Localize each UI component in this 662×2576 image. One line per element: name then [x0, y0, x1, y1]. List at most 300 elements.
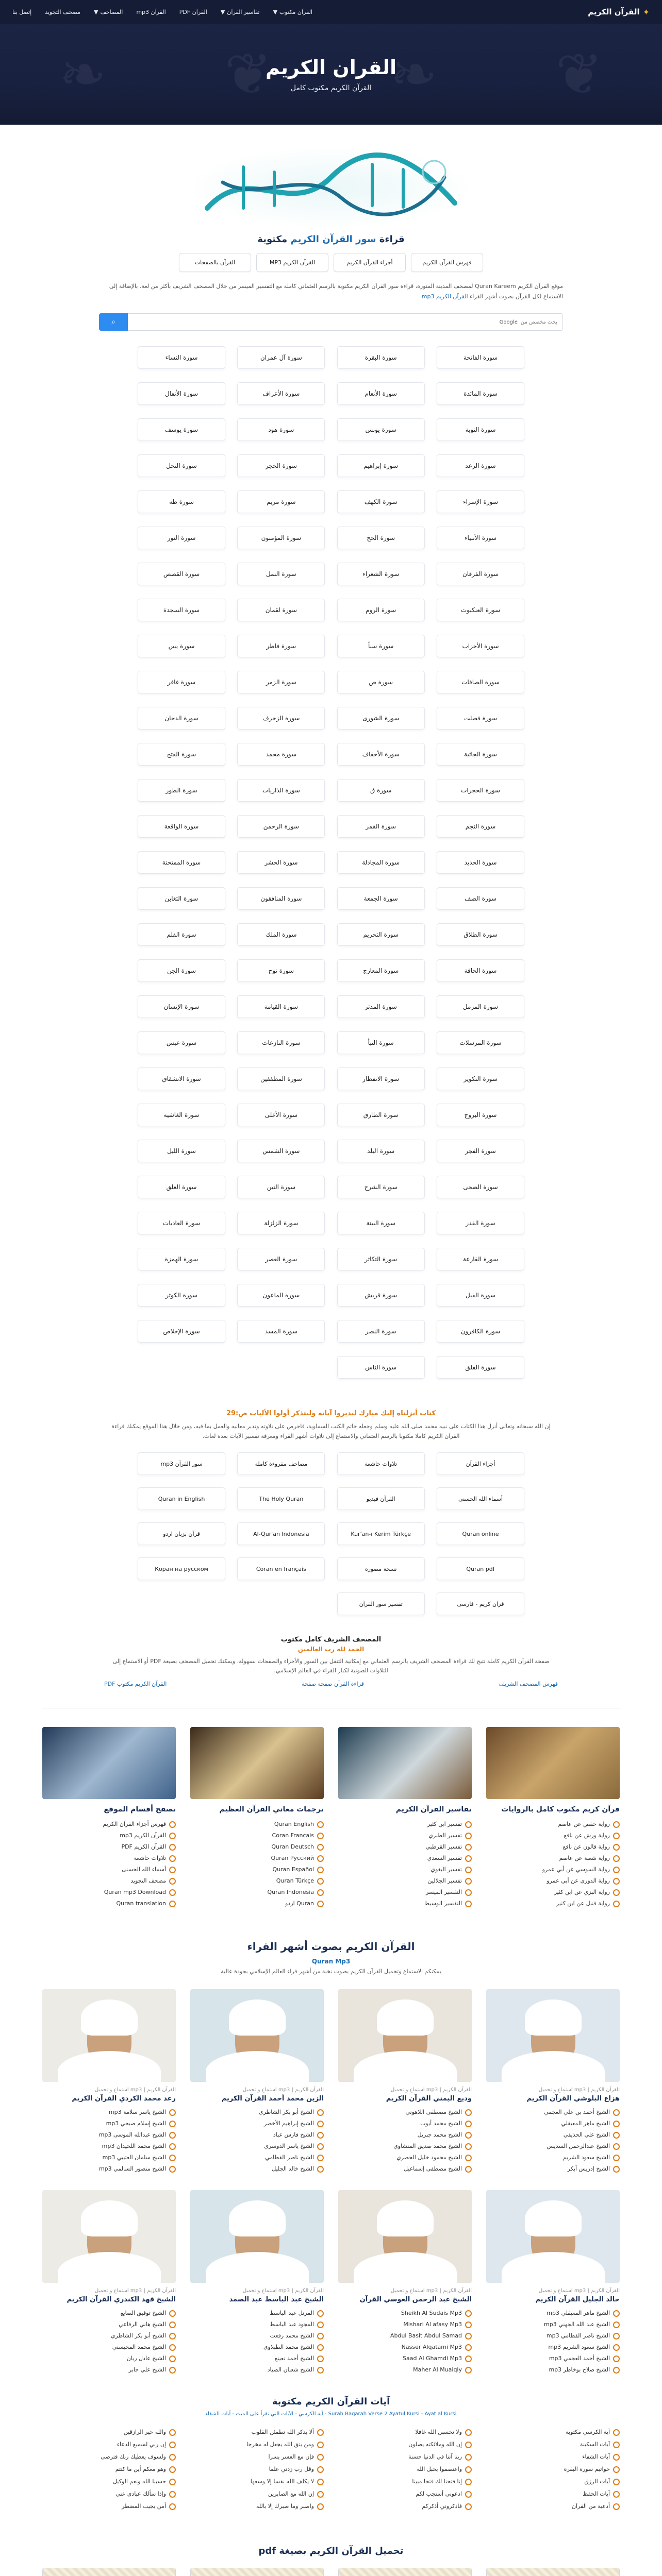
verse-link[interactable]: آيات السكينة [486, 2438, 620, 2451]
surah-link[interactable]: سورة هود [237, 418, 325, 441]
reciter-photo[interactable] [338, 1989, 472, 2082]
verse-link[interactable]: ألا بذكر الله تطمئن القلوب [190, 2426, 324, 2438]
surah-link[interactable]: سورة القلم [138, 923, 225, 946]
verse-link[interactable]: حسبنا الله ونعم الوكيل [42, 2476, 176, 2488]
category-link[interactable]: Quran Türkçe [190, 1875, 324, 1887]
nav-item[interactable] [273, 9, 312, 15]
category-link[interactable]: تفسير القرطبي [338, 1841, 472, 1853]
reciter-link[interactable]: الشيخ ناصر القطامي mp3 [486, 2330, 620, 2342]
verse-link[interactable]: وهو معكم أين ما كنتم [42, 2463, 176, 2476]
extra-link[interactable]: تلاوات خاشعة [337, 1452, 425, 1475]
surah-link[interactable]: سورة الصافات [437, 671, 524, 693]
category-link[interactable]: رواية السوسي عن أبي عمرو [486, 1864, 620, 1875]
pdf-cover[interactable] [486, 2568, 620, 2576]
surah-link[interactable]: سورة الشرح [337, 1176, 425, 1198]
surah-link[interactable]: سورة القمر [337, 815, 425, 838]
surah-link[interactable]: سورة الطارق [337, 1104, 425, 1126]
verse-link[interactable]: إن ربي لسميع الدعاء [42, 2438, 176, 2451]
surah-link[interactable]: سورة الفلق [437, 1356, 524, 1379]
surah-link[interactable]: سورة المسد [237, 1320, 325, 1343]
surah-link[interactable]: سورة السجدة [138, 599, 225, 621]
surah-link[interactable]: سورة آل عمران [237, 346, 325, 369]
reciter-photo[interactable] [486, 1989, 620, 2082]
verse-link[interactable]: آيات الرزق [486, 2476, 620, 2488]
reciter-link[interactable]: المجود عبد الباسط [190, 2319, 324, 2330]
reciter-name[interactable]: رعد محمد الكردي القرآن الكريم [72, 2095, 176, 2103]
surah-link[interactable]: سورة النساء [138, 346, 225, 369]
category-image[interactable] [486, 1727, 620, 1799]
extra-link[interactable]: Kur'an-ı Kerim Türkçe [337, 1522, 425, 1545]
nav-item[interactable] [94, 9, 123, 15]
surah-link[interactable]: سورة النجم [437, 815, 524, 838]
reciter-photo[interactable] [190, 2190, 324, 2283]
category-link[interactable]: Coran Français [190, 1830, 324, 1841]
site-brand[interactable] [588, 7, 650, 17]
reciter-link[interactable]: الشيخ محمد صديق المنشاوي [338, 2141, 472, 2152]
surah-link[interactable]: سورة الطور [138, 779, 225, 802]
pdf-cover[interactable] [338, 2568, 472, 2576]
reciter-photo[interactable] [42, 2190, 176, 2283]
surah-link[interactable]: سورة الكوثر [138, 1284, 225, 1307]
extra-link[interactable]: Quran pdf [437, 1557, 524, 1580]
surah-link[interactable]: سورة الهمزة [138, 1248, 225, 1270]
surah-link[interactable]: سورة الضحى [437, 1176, 524, 1198]
verse-link[interactable]: والله خير الرازقين [42, 2426, 176, 2438]
surah-link[interactable]: سورة العاديات [138, 1212, 225, 1234]
category-link[interactable]: تلاوات خاشعة [42, 1853, 176, 1864]
surah-link[interactable]: سورة المرسلات [437, 1031, 524, 1054]
category-link[interactable]: تفسير الجلالين [338, 1875, 472, 1887]
category-link[interactable]: رواية قالون عن نافع [486, 1841, 620, 1853]
verse-link[interactable]: خواتيم سورة البقرة [486, 2463, 620, 2476]
surah-link[interactable]: سورة الصف [437, 887, 524, 910]
surah-link[interactable]: سورة العصر [237, 1248, 325, 1270]
surah-link[interactable]: سورة الفرقان [437, 563, 524, 585]
verse-link[interactable]: ولا تحسبن الله غافلا [338, 2426, 472, 2438]
reciter-link[interactable]: الشيخ سلمان العتيبي mp3 [42, 2152, 176, 2163]
reciter-name[interactable]: الشيخ عبد الرحمن العوسي القرآن [359, 2296, 472, 2303]
surah-link[interactable]: سورة يس [138, 635, 225, 657]
pdf-cover[interactable] [42, 2568, 176, 2576]
surah-link[interactable]: سورة البينة [337, 1212, 425, 1234]
surah-link[interactable]: سورة الجن [138, 959, 225, 982]
extra-link[interactable]: مصاحف مقروءة كاملة [237, 1452, 325, 1475]
surah-link[interactable]: سورة التغابن [138, 887, 225, 910]
reciter-link[interactable]: الشيخ علي جابر [42, 2364, 176, 2376]
category-link[interactable]: رواية الدوري عن أبي عمرو [486, 1875, 620, 1887]
category-link[interactable]: رواية شعبة عن عاصم [486, 1853, 620, 1864]
surah-link[interactable]: سورة التكوير [437, 1067, 524, 1090]
surah-link[interactable]: سورة الرعد [437, 454, 524, 477]
mushaf-link[interactable]: القرآن الكريم مكتوب PDF [104, 1681, 167, 1687]
surah-link[interactable]: سورة الحج [337, 527, 425, 549]
extra-link[interactable]: القرآن فيديو [337, 1487, 425, 1510]
surah-link[interactable]: سورة التوبة [437, 418, 524, 441]
reciter-name[interactable]: الشيخ فهد الكندري القرآن الكريم [67, 2296, 176, 2303]
nav-item[interactable] [179, 9, 207, 15]
reading-button[interactable]: أجزاء القرآن الكريم [334, 253, 406, 272]
surah-link[interactable]: سورة الروم [337, 599, 425, 621]
reciter-name[interactable]: الزين محمد أحمد القرآن الكريم [221, 2095, 324, 2103]
surah-link[interactable]: سورة البروج [437, 1104, 524, 1126]
surah-link[interactable]: سورة الكافرون [437, 1320, 524, 1343]
surah-link[interactable]: سورة الحاقة [437, 959, 524, 982]
reciter-link[interactable]: الشيخ أحمد نعينع [190, 2353, 324, 2364]
reciter-link[interactable]: Sheikh Al Sudais Mp3 [338, 2308, 472, 2319]
extra-link[interactable]: Coran en français [237, 1557, 325, 1580]
reciter-card [338, 2190, 472, 2376]
reading-button[interactable]: القرآن بالصفحات [179, 253, 251, 272]
extra-link[interactable]: Коран на русском [138, 1557, 225, 1580]
surah-link[interactable]: سورة يونس [337, 418, 425, 441]
reciter-link[interactable]: الشيخ أحمد العجمي mp3 [486, 2353, 620, 2364]
reciter-name[interactable]: هزاع البلوشي القرآن الكريم [526, 2095, 620, 2103]
surah-link[interactable]: سورة محمد [237, 743, 325, 766]
reciter-link[interactable]: الشيخ شعبان الصياد [190, 2364, 324, 2376]
reciter-link[interactable]: الشيخ إدريس أبكر [486, 2163, 620, 2175]
mushaf-block [104, 1636, 558, 1675]
reciter-link[interactable]: الشيخ مصطفى اللاهوني [338, 2107, 472, 2118]
nav-item[interactable] [12, 9, 31, 15]
extra-link[interactable]: Quran in English [138, 1487, 225, 1510]
verse-link[interactable]: وقل رب زدني علما [190, 2463, 324, 2476]
surah-link[interactable]: سورة ق [337, 779, 425, 802]
surah-link[interactable]: سورة القيامة [237, 995, 325, 1018]
surah-link[interactable]: سورة الجمعة [337, 887, 425, 910]
surah-link[interactable]: سورة الممتحنة [138, 851, 225, 874]
intro-link[interactable]: القرآن الكريم mp3 [421, 293, 468, 300]
reciter-link[interactable]: الشيخ توفيق الصايغ [42, 2308, 176, 2319]
verse-link[interactable]: إن الله مع الصابرين [190, 2488, 324, 2500]
surah-link[interactable]: سورة الليل [138, 1140, 225, 1162]
extra-link[interactable]: نسخة مصورة [337, 1557, 425, 1580]
surah-link[interactable]: سورة نوح [237, 959, 325, 982]
reciter-name[interactable]: وديع اليمني القرآن الكريم [386, 2095, 472, 2103]
surah-link[interactable]: سورة القدر [437, 1212, 524, 1234]
surah-link[interactable]: سورة فاطر [237, 635, 325, 657]
reciter-link[interactable]: Maher Al Muaiqly [338, 2364, 472, 2376]
reciter-link[interactable]: الشيخ عادل ريان [42, 2353, 176, 2364]
reciter-meta: القرآن الكريم | mp3 استماع و تحميل [94, 2087, 176, 2093]
surah-link[interactable]: سورة الطلاق [437, 923, 524, 946]
reading-title-link[interactable]: سور القرآن الكريم [290, 234, 376, 245]
verse-link[interactable]: واعتصموا بحبل الله [338, 2463, 472, 2476]
reciter-photo[interactable] [486, 2190, 620, 2283]
surah-link[interactable]: سورة النصر [337, 1320, 425, 1343]
category-link[interactable]: تفسير البغوي [338, 1864, 472, 1875]
reciter-link[interactable]: الشيخ إسلام صبحي mp3 [42, 2118, 176, 2129]
verse-link[interactable]: آية الكرسي مكتوبة [486, 2426, 620, 2438]
nav-item[interactable] [221, 9, 260, 15]
surah-link[interactable]: سورة يوسف [138, 418, 225, 441]
reciter-link[interactable]: الشيخ محمود خليل الحصري [338, 2152, 472, 2163]
surah-link[interactable]: سورة الذاريات [237, 779, 325, 802]
category-link[interactable]: فهرس أجزاء القرآن الكريم [42, 1819, 176, 1830]
reciter-link[interactable]: الشيخ منصور السالمي mp3 [42, 2163, 176, 2175]
reciter-list [190, 2107, 324, 2175]
verse-link[interactable]: آيات الشفاء [486, 2451, 620, 2463]
surah-link[interactable]: سورة الأحقاف [337, 743, 425, 766]
verse-link[interactable]: أمن يجيب المضطر [42, 2500, 176, 2513]
surah-link[interactable]: سورة الدخان [138, 707, 225, 730]
surah-link[interactable]: سورة سبأ [337, 635, 425, 657]
verse-link[interactable]: ومن يتق الله يجعل له مخرجا [190, 2438, 324, 2451]
category-link[interactable]: Quran Русский [190, 1853, 324, 1864]
surah-link[interactable]: سورة الأعراف [237, 382, 325, 405]
surah-link[interactable]: سورة الحشر [237, 851, 325, 874]
extra-link[interactable]: أجزاء القرآن [437, 1452, 524, 1475]
surah-link[interactable]: سورة فصلت [437, 707, 524, 730]
surah-link[interactable]: سورة المدثر [337, 995, 425, 1018]
surah-link[interactable]: سورة النمل [237, 563, 325, 585]
surah-link[interactable]: سورة مريم [237, 490, 325, 513]
nav-item-label: إتصل بنا [12, 8, 32, 15]
surah-link[interactable]: سورة الحديد [437, 851, 524, 874]
surah-link[interactable]: سورة الناس [337, 1356, 425, 1379]
pdf-cover[interactable] [190, 2568, 324, 2576]
verse-link[interactable]: إن الله وملائكته يصلون [338, 2438, 472, 2451]
verse-link[interactable]: وإذا سألك عبادي عني [42, 2488, 176, 2500]
verse-link[interactable]: ولسوف يعطيك ربك فترضى [42, 2451, 176, 2463]
reciter-link[interactable]: Abdul Basit Abdul Samad [338, 2330, 472, 2342]
surah-link[interactable]: سورة المائدة [437, 382, 524, 405]
reciter-photo[interactable] [190, 1989, 324, 2082]
surah-link[interactable]: سورة الفتح [138, 743, 225, 766]
search-brand: Google [499, 319, 518, 325]
category-link[interactable]: رواية قنبل عن ابن كثير [486, 1898, 620, 1909]
extra-link[interactable]: سور القرآن mp3 [138, 1452, 225, 1475]
category-image[interactable] [338, 1727, 472, 1799]
surah-link[interactable]: سورة المنافقون [237, 887, 325, 910]
reciter-link[interactable]: المرتل عبد الباسط [190, 2308, 324, 2319]
surah-link[interactable]: سورة الرحمن [237, 815, 325, 838]
surah-link[interactable]: سورة الحجرات [437, 779, 524, 802]
surah-link[interactable]: سورة العلق [138, 1176, 225, 1198]
extra-link[interactable]: أسماء الله الحسنى [437, 1487, 524, 1510]
category-link[interactable]: Quran Indonesia [190, 1887, 324, 1898]
nav-item[interactable] [45, 9, 80, 15]
category-link[interactable]: التفسير الوسيط [338, 1898, 472, 1909]
surah-link[interactable]: سورة الزخرف [237, 707, 325, 730]
mushaf-link[interactable]: قراءة القرآن صفحة صفحة [302, 1681, 364, 1687]
reciter-link[interactable]: الشيخ سعود الشريم mp3 [486, 2342, 620, 2353]
surah-link[interactable]: سورة المزمل [437, 995, 524, 1018]
category-link[interactable]: تفسير الطبري [338, 1830, 472, 1841]
surah-link[interactable]: سورة المعارج [337, 959, 425, 982]
reciter-link[interactable]: الشيخ عبد الله الجهني mp3 [486, 2319, 620, 2330]
category-link[interactable]: Quran Español [190, 1864, 324, 1875]
reciters-grid [42, 1989, 620, 2376]
reciter-link[interactable]: الشيخ هاني الرفاعي [42, 2319, 176, 2330]
surah-link[interactable]: سورة الأحزاب [437, 635, 524, 657]
category-title[interactable]: قرآن كريم مكتوب كامل بالروايات [501, 1805, 620, 1814]
category-link[interactable]: القرآن الكريم PDF [42, 1841, 176, 1853]
extra-link[interactable]: Quran online [437, 1522, 524, 1545]
category-title[interactable]: تصفح أقسام الموقع [104, 1805, 176, 1814]
surah-link[interactable]: سورة الأنبياء [437, 527, 524, 549]
reciter-link[interactable]: الشيخ أحمد بن علي العجمي [486, 2107, 620, 2118]
surah-link[interactable]: سورة النحل [138, 454, 225, 477]
surah-link[interactable]: سورة الإخلاص [138, 1320, 225, 1343]
category-link[interactable]: تفسير ابن كثير [338, 1819, 472, 1830]
reciter-link[interactable]: الشيخ ياسر سلامة mp3 [42, 2107, 176, 2118]
surah-link[interactable]: سورة الفاتحة [437, 346, 524, 369]
reciter-link[interactable]: الشيخ محمد رفعت [190, 2330, 324, 2342]
reciter-link[interactable]: الشيخ محمد جبريل [338, 2129, 472, 2141]
reciter-link[interactable]: الشيخ ياسر الدوسري [190, 2141, 324, 2152]
reading-button[interactable]: فهرس القرآن الكريم [411, 253, 483, 272]
surah-link[interactable]: سورة الأنفال [138, 382, 225, 405]
category-link[interactable]: التفسير الميسر [338, 1887, 472, 1898]
category-link[interactable]: Quran English [190, 1819, 324, 1830]
category-link[interactable]: مصحف التجويد [42, 1875, 176, 1887]
surah-link[interactable]: سورة النازعات [237, 1031, 325, 1054]
verse-link[interactable]: فإن مع العسر يسرا [190, 2451, 324, 2463]
surah-link[interactable]: سورة ص [337, 671, 425, 693]
surah-link[interactable]: سورة المؤمنون [237, 527, 325, 549]
mushaf-link[interactable]: فهرس المصحف الشريف [499, 1681, 558, 1687]
reciter-link[interactable]: الشيخ ماهر المعيقلي [486, 2118, 620, 2129]
surah-link[interactable]: سورة عبس [138, 1031, 225, 1054]
search-button[interactable] [99, 313, 128, 331]
reciter-link[interactable]: Nasser Alqatami Mp3 [338, 2342, 472, 2353]
surah-link[interactable]: سورة الأعلى [237, 1104, 325, 1126]
surah-link[interactable]: سورة الزمر [237, 671, 325, 693]
category-title[interactable]: تفاسير القرآن الكريم [395, 1805, 472, 1814]
reading-title-suffix: مكتوبة [257, 234, 288, 245]
category-link[interactable]: Quran Deutsch [190, 1841, 324, 1853]
category-link[interactable]: Quran translation [42, 1898, 176, 1909]
surah-link[interactable]: سورة الجاثية [437, 743, 524, 766]
category-link[interactable]: رواية ورش عن نافع [486, 1830, 620, 1841]
category-link[interactable]: رواية البزي عن ابن كثير [486, 1887, 620, 1898]
extra-link[interactable]: قرآن بزبان اردو [138, 1522, 225, 1545]
surah-link[interactable]: سورة الغاشية [138, 1104, 225, 1126]
surah-link[interactable]: سورة الشمس [237, 1140, 325, 1162]
surah-link[interactable]: سورة الانفطار [337, 1067, 425, 1090]
category-link[interactable]: تفسير السعدي [338, 1853, 472, 1864]
reciter-name[interactable]: خالد الجليل القرآن الكريم [535, 2296, 620, 2303]
category-link[interactable]: أسماء الله الحسنى [42, 1864, 176, 1875]
surah-link[interactable]: سورة التين [237, 1176, 325, 1198]
surah-link[interactable]: سورة الإنسان [138, 995, 225, 1018]
extra-link[interactable]: قرآن كريم - فارسی [437, 1592, 524, 1615]
reciter-link[interactable]: الشيخ محمد المحيسني [42, 2342, 176, 2353]
surah-link[interactable]: سورة القصص [138, 563, 225, 585]
verses-grid [42, 2426, 620, 2513]
reciter-link[interactable]: الشيخ أبو بكر الشاطري [42, 2330, 176, 2342]
surah-link[interactable]: سورة غافر [138, 671, 225, 693]
reciter-link[interactable]: الشيخ محمد الطبلاوي [190, 2342, 324, 2353]
surah-link[interactable]: سورة الزلزلة [237, 1212, 325, 1234]
surah-link[interactable]: سورة الواقعة [138, 815, 225, 838]
verse-link[interactable]: آيات الحفظ [486, 2488, 620, 2500]
surah-link[interactable]: سورة الإسراء [437, 490, 524, 513]
reciter-link[interactable]: الشيخ صلاح بوخاطر mp3 [486, 2364, 620, 2376]
reciter-photo[interactable] [338, 2190, 472, 2283]
reciter-photo[interactable] [42, 1989, 176, 2082]
reciter-link[interactable]: Saad Al Ghamdi Mp3 [338, 2353, 472, 2364]
reciter-link[interactable]: الشيخ مصطفى إسماعيل [338, 2163, 472, 2175]
category-link[interactable]: Quran اردو [190, 1898, 324, 1909]
reading-button[interactable]: القرآن الكريم MP3 [256, 253, 328, 272]
surah-link[interactable]: سورة الانشقاق [138, 1067, 225, 1090]
category-image[interactable] [42, 1727, 176, 1799]
nav-item[interactable] [136, 9, 166, 15]
surah-link[interactable]: سورة إبراهيم [337, 454, 425, 477]
reciter-link[interactable]: الشيخ سعود الشريم [486, 2152, 620, 2163]
surah-link[interactable]: سورة القارعة [437, 1248, 524, 1270]
surah-link[interactable]: سورة البقرة [337, 346, 425, 369]
extra-link[interactable]: The Holy Quran [237, 1487, 325, 1510]
verse-link[interactable]: لا يكلف الله نفسا إلا وسعها [190, 2476, 324, 2488]
surah-link[interactable]: سورة المجادلة [337, 851, 425, 874]
search-input[interactable] [128, 313, 563, 331]
surah-link[interactable]: سورة الفيل [437, 1284, 524, 1307]
reciter-link[interactable]: الشيخ ماهر المعيقلي mp3 [486, 2308, 620, 2319]
top-navbar [0, 0, 662, 24]
surah-link[interactable]: سورة التحريم [337, 923, 425, 946]
surah-link[interactable]: سورة الحجر [237, 454, 325, 477]
extra-link[interactable]: Al-Qur'an Indonesia [237, 1522, 325, 1545]
reciter-meta: القرآن الكريم | mp3 استماع و تحميل [242, 2288, 324, 2294]
category-title[interactable]: ترجمات معاني القرآن العظيم [219, 1805, 324, 1814]
surah-link[interactable]: سورة الفجر [437, 1140, 524, 1162]
reciter-headwear [81, 1999, 138, 2036]
category-image[interactable] [190, 1727, 324, 1799]
surah-link[interactable]: سورة الماعون [237, 1284, 325, 1307]
verse-link[interactable]: فاذكروني أذكركم [338, 2500, 472, 2513]
reciter-card [486, 2190, 620, 2376]
reciter-name[interactable]: الشيخ عبد الباسط عبد الصمد [229, 2296, 324, 2303]
surah-link[interactable]: سورة العنكبوت [437, 599, 524, 621]
reciter-link[interactable]: الشيخ عبدالله الموسى mp3 [42, 2129, 176, 2141]
reciter-link[interactable]: الشيخ خالد الجليل [190, 2163, 324, 2175]
reciter-link[interactable]: الشيخ فارس عباد [190, 2129, 324, 2141]
reciter-link[interactable]: الشيخ ناصر القطامي [190, 2152, 324, 2163]
surah-link[interactable]: سورة الشورى [337, 707, 425, 730]
verse-link[interactable]: أدعية من القرآن [486, 2500, 620, 2513]
surah-link[interactable]: سورة النور [138, 527, 225, 549]
surah-link[interactable]: سورة لقمان [237, 599, 325, 621]
surah-link[interactable]: سورة قريش [337, 1284, 425, 1307]
surah-link[interactable]: سورة الملك [237, 923, 325, 946]
category-link[interactable]: Quran mp3 Download [42, 1887, 176, 1898]
surah-link[interactable]: سورة الكهف [337, 490, 425, 513]
surah-link[interactable]: سورة الأنعام [337, 382, 425, 405]
reciter-link[interactable]: الشيخ عبدالرحمن السديس [486, 2141, 620, 2152]
category-link[interactable]: القرآن الكريم mp3 [42, 1830, 176, 1841]
surah-link[interactable]: سورة طه [138, 490, 225, 513]
reciter-link[interactable]: Mishari Al afasy Mp3 [338, 2319, 472, 2330]
surah-link[interactable]: سورة البلد [337, 1140, 425, 1162]
verse-link[interactable]: ربنا آتنا في الدنيا حسنة [338, 2451, 472, 2463]
extra-link[interactable]: تفسير سور القرآن [337, 1592, 425, 1615]
reciter-link[interactable]: الشيخ أبو بكر الشاطري [190, 2107, 324, 2118]
surah-link[interactable]: سورة المطففين [237, 1067, 325, 1090]
verse-link[interactable]: واصبر وما صبرك إلا بالله [190, 2500, 324, 2513]
reciter-link[interactable]: الشيخ محمد أيوب [338, 2118, 472, 2129]
reciter-link[interactable]: الشيخ إبراهيم الأخضر [190, 2118, 324, 2129]
surah-link[interactable]: سورة التكاثر [337, 1248, 425, 1270]
reciter-link[interactable]: الشيخ محمد اللحيدان mp3 [42, 2141, 176, 2152]
verse-link[interactable]: إنا فتحنا لك فتحا مبينا [338, 2476, 472, 2488]
category-link[interactable]: رواية حفص عن عاصم [486, 1819, 620, 1830]
reciter-link[interactable]: الشيخ علي الحذيفي [486, 2129, 620, 2141]
surah-link[interactable]: سورة النبأ [337, 1031, 425, 1054]
verse-link[interactable]: ادعوني أستجب لكم [338, 2488, 472, 2500]
surah-link[interactable]: سورة الشعراء [337, 563, 425, 585]
